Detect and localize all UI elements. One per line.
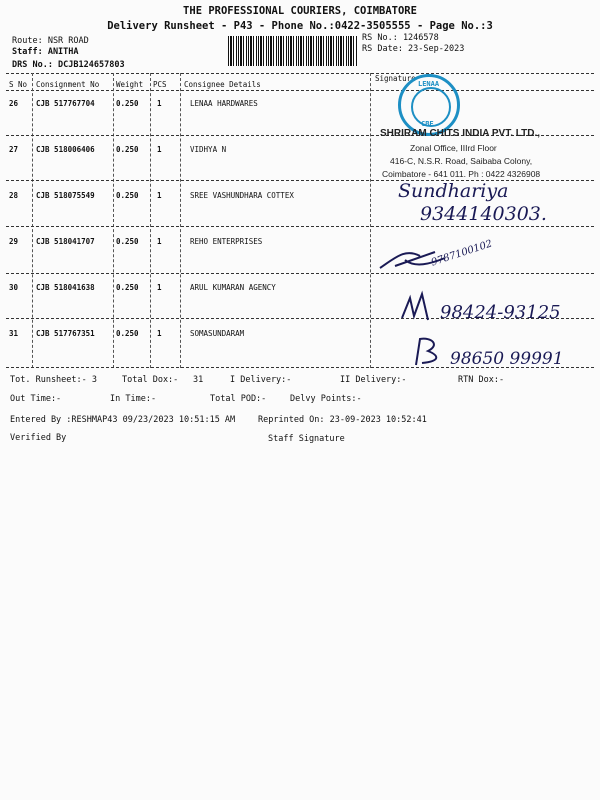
staff-signature: Staff Signature bbox=[268, 434, 345, 444]
row-sno: 26 bbox=[9, 99, 19, 108]
drs-number: DRS No.: DCJB124657803 bbox=[12, 60, 125, 70]
stamp-text-top: LENAA bbox=[418, 80, 440, 88]
total-runsheet: Tot. Runsheet:- 3 bbox=[10, 375, 97, 385]
row-sno: 31 bbox=[9, 329, 19, 338]
col-header-consignee: Consignee Details bbox=[184, 80, 261, 89]
i-delivery: I Delivery:- bbox=[230, 375, 292, 385]
row-sno: 27 bbox=[9, 145, 19, 154]
row-consignment-no: CJB 518041707 bbox=[36, 237, 95, 246]
company-stamp-name: SHRIRAM CHITS INDIA PVT. LTD., bbox=[380, 128, 540, 139]
column-divider bbox=[370, 73, 371, 368]
row-pcs: 1 bbox=[157, 329, 162, 338]
row-sno: 30 bbox=[9, 283, 19, 292]
col-header-sno: S No bbox=[9, 80, 28, 89]
ii-delivery: II Delivery:- bbox=[340, 375, 407, 385]
row-consignee: REHO ENTERPRISES bbox=[190, 237, 263, 246]
handwritten-initials-mark bbox=[412, 335, 448, 369]
row-consignee: VIDHYA N bbox=[190, 145, 227, 154]
row-pcs: 1 bbox=[157, 283, 162, 292]
rs-date: RS Date: 23-Sep-2023 bbox=[362, 44, 465, 54]
row-weight: 0.250 bbox=[116, 283, 139, 292]
column-divider bbox=[32, 73, 33, 368]
stamp-address-line: Coimbatore - 641 011. Ph : 0422 4326908 bbox=[382, 169, 541, 179]
column-divider bbox=[180, 73, 181, 368]
entered-by: Entered By :RESHMAP43 09/23/2023 10:51:15 AM bbox=[10, 415, 236, 425]
stamp-text-bottom: CBE bbox=[421, 120, 434, 128]
row-weight: 0.250 bbox=[116, 99, 139, 108]
handwritten-phone: 98650 99991 bbox=[450, 349, 564, 369]
row-consignment-no: CJB 518041638 bbox=[36, 283, 95, 292]
row-consignee: ARUL KUMARAN AGENCY bbox=[190, 283, 276, 292]
total-pod: Total POD:- bbox=[210, 394, 267, 404]
rs-number: RS No.: 1246578 bbox=[362, 33, 439, 43]
barcode bbox=[228, 36, 358, 66]
total-dox-value: 31 bbox=[193, 375, 204, 385]
total-dox-label: Total Dox:- bbox=[122, 375, 179, 385]
row-pcs: 1 bbox=[157, 191, 162, 200]
out-time: Out Time:- bbox=[10, 394, 62, 404]
column-divider bbox=[150, 73, 151, 368]
company-title: THE PROFESSIONAL COURIERS, COIMBATORE bbox=[183, 5, 417, 17]
row-pcs: 1 bbox=[157, 99, 162, 108]
row-weight: 0.250 bbox=[116, 329, 139, 338]
reprinted-on: Reprinted On: 23-09-2023 10:52:41 bbox=[258, 415, 427, 425]
row-consignment-no: CJB 518075549 bbox=[36, 191, 95, 200]
table-header-rule bbox=[6, 90, 594, 91]
rtn-dox: RTN Dox:- bbox=[458, 375, 505, 385]
in-time: In Time:- bbox=[110, 394, 157, 404]
row-pcs: 1 bbox=[157, 145, 162, 154]
row-consignment-no: CJB 518006406 bbox=[36, 145, 95, 154]
route-label: Route: NSR ROAD bbox=[12, 36, 89, 46]
column-divider bbox=[113, 73, 114, 368]
row-consignment-no: CJB 517767704 bbox=[36, 99, 95, 108]
col-header-weight: Weight bbox=[116, 80, 144, 89]
handwritten-phone: 98424-93125 bbox=[440, 302, 561, 323]
handwritten-initials-mark bbox=[400, 288, 440, 328]
row-weight: 0.250 bbox=[116, 191, 139, 200]
row-weight: 0.250 bbox=[116, 237, 139, 246]
row-consignee: LENAA HARDWARES bbox=[190, 99, 258, 108]
row-weight: 0.250 bbox=[116, 145, 139, 154]
delivery-points: Delvy Points:- bbox=[290, 394, 362, 404]
col-header-consignment: Consignment No bbox=[36, 80, 100, 89]
staff-label: Staff: ANITHA bbox=[12, 47, 79, 57]
row-sno: 28 bbox=[9, 191, 19, 200]
handwritten-phone: 9344140303. bbox=[420, 203, 547, 225]
row-consignee: SREE VASHUNDHARA COTTEX bbox=[190, 191, 294, 200]
row-consignment-no: CJB 517767351 bbox=[36, 329, 95, 338]
row-sno: 29 bbox=[9, 237, 19, 246]
col-header-signature: Signature bbox=[375, 74, 416, 83]
table-top-rule bbox=[6, 73, 594, 74]
runsheet-subtitle: Delivery Runsheet - P43 - Phone No.:0422-3505555 - Page No.:3 bbox=[107, 20, 493, 32]
verified-by: Verified By bbox=[10, 433, 67, 443]
handwritten-phone: 9787100102 bbox=[429, 238, 494, 269]
row-separator bbox=[6, 273, 594, 274]
handwritten-signature: Sundhariya bbox=[398, 180, 509, 202]
row-separator bbox=[6, 226, 594, 227]
col-header-pcs: PCS bbox=[153, 80, 167, 89]
row-pcs: 1 bbox=[157, 237, 162, 246]
stamp-address-line: Zonal Office, IIIrd Floor bbox=[410, 143, 497, 153]
stamp-address-line: 416-C, N.S.R. Road, Saibaba Colony, bbox=[390, 156, 533, 166]
row-consignee: SOMASUNDARAM bbox=[190, 329, 245, 338]
